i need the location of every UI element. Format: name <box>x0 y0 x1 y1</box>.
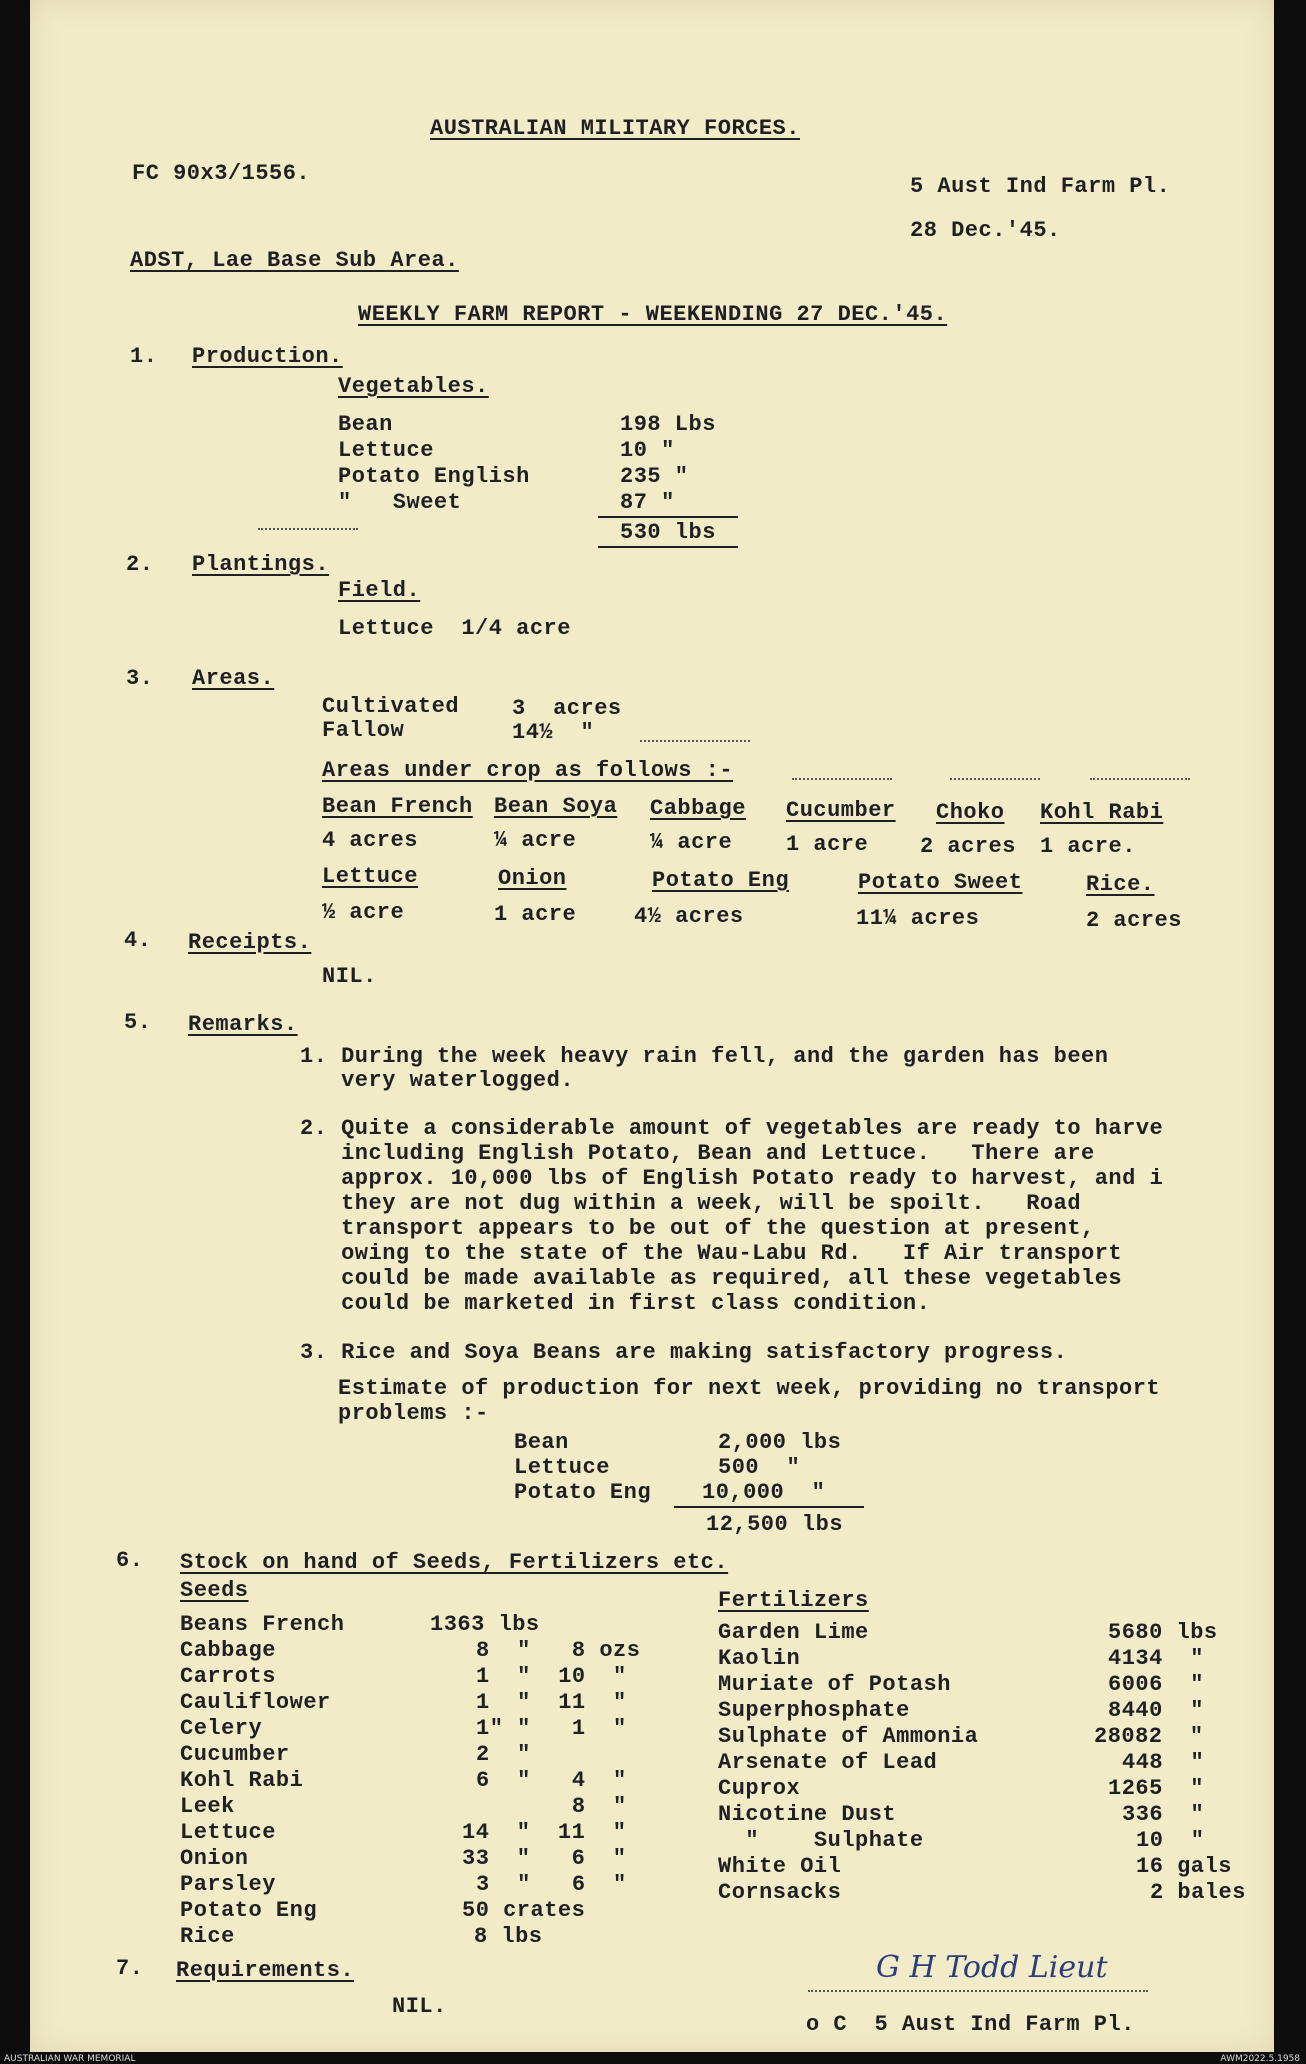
seed-qty: 8 " 8 ozs <box>476 1638 641 1663</box>
crop-area: 11¼ acres <box>856 906 980 931</box>
fertilizer-qty: 5680 lbs <box>1108 1620 1218 1645</box>
areas-heading: Areas. <box>192 666 275 691</box>
section-number: 3. <box>126 666 154 691</box>
crop-area: ¼ acre <box>650 830 733 855</box>
fertilizers-heading: Fertilizers <box>718 1588 869 1613</box>
fertilizer-qty: 10 " <box>1136 1828 1205 1853</box>
document-title: AUSTRALIAN MILITARY FORCES. <box>430 116 800 141</box>
fertilizer-qty: 16 gals <box>1136 1854 1232 1879</box>
crop-name: Onion <box>498 866 567 891</box>
production-item-name: " Sweet <box>338 490 462 515</box>
crop-area: ½ acre <box>322 900 405 925</box>
estimate-total: 12,500 lbs <box>706 1512 844 1537</box>
report-title: WEEKLY FARM REPORT - WEEKENDING 27 DEC.'45. <box>358 302 948 327</box>
fertilizer-name: Muriate of Potash <box>718 1672 951 1697</box>
fertilizer-qty: 28082 " <box>1094 1724 1204 1749</box>
crop-name: Cabbage <box>650 796 746 821</box>
estimate-item-qty: 500 " <box>718 1455 801 1480</box>
file-reference: FC 90x3/1556. <box>132 161 311 186</box>
production-heading: Production. <box>192 344 343 369</box>
document-date: 28 Dec.'45. <box>910 218 1061 243</box>
dotted-rule <box>792 778 892 780</box>
crop-name: Kohl Rabi <box>1040 800 1164 825</box>
crop-area: 1 acre. <box>1040 834 1136 859</box>
crop-area: 4½ acres <box>634 904 744 929</box>
crop-area: 2 acres <box>1086 908 1182 933</box>
fertilizer-qty: 448 " <box>1122 1750 1205 1775</box>
estimate-line: problems :- <box>338 1401 489 1426</box>
footer-archive-label: AUSTRALIAN WAR MEMORIAL <box>4 2054 136 2064</box>
dotted-rule <box>258 528 358 530</box>
seed-qty: 8 " <box>476 1794 627 1819</box>
estimate-item-name: Lettuce <box>514 1455 610 1480</box>
fertilizer-name: Cornsacks <box>718 1880 842 1905</box>
crop-area: 2 acres <box>920 834 1016 859</box>
remarks-heading: Remarks. <box>188 1012 298 1037</box>
seed-name: Kohl Rabi <box>180 1768 304 1793</box>
remark-line: owing to the state of the Wau-Labu Rd. If Air transport <box>300 1241 1123 1266</box>
receipts-heading: Receipts. <box>188 930 312 955</box>
crop-area: 1 acre <box>494 902 577 927</box>
seed-qty: 33 " 6 " <box>462 1846 627 1871</box>
signature-line <box>808 1990 1148 1992</box>
seed-name: Potato Eng <box>180 1898 318 1923</box>
estimate-line: Estimate of production for next week, providing no transport <box>338 1376 1161 1401</box>
total-rule <box>598 546 738 548</box>
plantings-heading: Plantings. <box>192 552 330 577</box>
estimate-item-qty: 2,000 lbs <box>718 1430 842 1455</box>
crop-name: Cucumber <box>786 798 896 823</box>
section-number: 1. <box>130 344 158 369</box>
estimate-item-name: Potato Eng <box>514 1480 652 1505</box>
seed-qty: 14 " 11 " <box>462 1820 627 1845</box>
crop-name: Bean Soya <box>494 794 618 819</box>
remark-line: 2. Quite a considerable amount of vegetables are ready to harve <box>300 1116 1164 1141</box>
production-item-qty: 87 " <box>620 490 675 515</box>
seed-name: Onion <box>180 1846 249 1871</box>
seed-qty: 50 crates <box>462 1898 586 1923</box>
addressee: ADST, Lae Base Sub Area. <box>130 248 459 273</box>
remark-line: could be marketed in first class condition. <box>300 1291 931 1316</box>
document-page <box>30 0 1274 2052</box>
seed-name: Carrots <box>180 1664 276 1689</box>
remark-line: very waterlogged. <box>300 1068 575 1093</box>
seed-name: Leek <box>180 1794 235 1819</box>
seed-name: Parsley <box>180 1872 276 1897</box>
estimate-item-qty: 10,000 " <box>702 1480 826 1505</box>
fertilizer-qty: 8440 " <box>1108 1698 1204 1723</box>
cultivated-value: 3 acres <box>512 696 622 721</box>
seed-qty: 1" " 1 " <box>476 1716 627 1741</box>
dotted-rule <box>1090 778 1190 780</box>
estimate-item-name: Bean <box>514 1430 569 1455</box>
dotted-rule <box>950 778 1040 780</box>
section-number: 7. <box>116 1956 144 1981</box>
section-number: 6. <box>116 1548 144 1573</box>
remark-line: 1. During the week heavy rain fell, and the garden has been <box>300 1044 1109 1069</box>
seed-name: Beans French <box>180 1612 345 1637</box>
footer-catalogue-id: AWM2022.5.1958 <box>1220 2054 1300 2064</box>
seed-qty: 2 " <box>476 1742 531 1767</box>
seed-qty: 1 " 10 " <box>476 1664 627 1689</box>
crop-name: Rice. <box>1086 872 1155 897</box>
seed-name: Lettuce <box>180 1820 276 1845</box>
fertilizer-name: Superphosphate <box>718 1698 910 1723</box>
section-number: 5. <box>124 1010 152 1035</box>
dotted-rule <box>640 740 750 742</box>
fertilizer-qty: 1265 " <box>1108 1776 1204 1801</box>
production-item-name: Bean <box>338 412 393 437</box>
crop-name: Lettuce <box>322 864 418 889</box>
vegetables-subheading: Vegetables. <box>338 374 489 399</box>
total-rule <box>598 516 738 518</box>
unit-name: 5 Aust Ind Farm Pl. <box>910 174 1171 199</box>
requirements-value: NIL. <box>392 1994 447 2019</box>
fertilizer-name: White Oil <box>718 1854 842 1879</box>
crop-name: Bean French <box>322 794 473 819</box>
crop-name: Potato Eng <box>652 868 790 893</box>
areas-under-crop: Areas under crop as follows :- <box>322 758 734 783</box>
seed-qty: 3 " 6 " <box>476 1872 627 1897</box>
fertilizer-qty: 2 bales <box>1150 1880 1246 1905</box>
crop-name: Potato Sweet <box>858 870 1023 895</box>
seed-name: Cauliflower <box>180 1690 331 1715</box>
crop-area: ¼ acre <box>494 828 577 853</box>
section-number: 2. <box>126 552 154 577</box>
seed-name: Cucumber <box>180 1742 290 1767</box>
cultivated-label: Cultivated <box>322 694 460 719</box>
production-item-name: Potato English <box>338 464 530 489</box>
crop-area: 4 acres <box>322 828 418 853</box>
remark-line: approx. 10,000 lbs of English Potato ready to harvest, and i <box>300 1166 1164 1191</box>
fertilizer-qty: 6006 " <box>1108 1672 1204 1697</box>
fertilizer-name: " Sulphate <box>718 1828 924 1853</box>
plantings-line: Lettuce 1/4 acre <box>338 616 571 641</box>
section-number: 4. <box>124 928 152 953</box>
fallow-label: Fallow <box>322 718 405 743</box>
seed-name: Cabbage <box>180 1638 276 1663</box>
requirements-heading: Requirements. <box>176 1958 355 1983</box>
production-item-qty: 198 Lbs <box>620 412 716 437</box>
crop-name: Choko <box>936 800 1005 825</box>
fertilizer-qty: 4134 " <box>1108 1646 1204 1671</box>
remark-line: they are not dug within a week, will be spoilt. Road <box>300 1191 1082 1216</box>
crop-area: 1 acre <box>786 832 869 857</box>
remark-line: could be made available as required, all these vegetables <box>300 1266 1123 1291</box>
fallow-value: 14½ " <box>512 720 595 745</box>
handwritten-signature: G H Todd Lieut <box>876 1950 1108 1985</box>
seed-qty: 1363 lbs <box>430 1612 540 1637</box>
remark-line: transport appears to be out of the question at present, <box>300 1216 1095 1241</box>
fertilizer-name: Kaolin <box>718 1646 801 1671</box>
seed-name: Celery <box>180 1716 263 1741</box>
seed-qty: 6 " 4 " <box>476 1768 627 1793</box>
signature-block: o C 5 Aust Ind Farm Pl. <box>806 2012 1135 2037</box>
receipts-value: NIL. <box>322 964 377 989</box>
fertilizer-name: Sulphate of Ammonia <box>718 1724 979 1749</box>
seed-qty: 8 lbs <box>474 1924 543 1949</box>
production-item-name: Lettuce <box>338 438 434 463</box>
fertilizer-name: Cuprox <box>718 1776 801 1801</box>
remark-line: 3. Rice and Soya Beans are making satisfactory progress. <box>300 1340 1068 1365</box>
fertilizer-name: Arsenate of Lead <box>718 1750 938 1775</box>
seed-name: Rice <box>180 1924 235 1949</box>
seed-qty: 1 " 11 " <box>476 1690 627 1715</box>
field-subheading: Field. <box>338 578 421 603</box>
fertilizer-qty: 336 " <box>1122 1802 1205 1827</box>
production-total: 530 lbs <box>620 520 716 545</box>
fertilizer-name: Nicotine Dust <box>718 1802 897 1827</box>
total-rule <box>674 1506 864 1508</box>
production-item-qty: 235 " <box>620 464 689 489</box>
stock-heading: Stock on hand of Seeds, Fertilizers etc. <box>180 1550 729 1575</box>
production-item-qty: 10 " <box>620 438 675 463</box>
fertilizer-name: Garden Lime <box>718 1620 869 1645</box>
remark-line: including English Potato, Bean and Lettuce. There are <box>300 1141 1095 1166</box>
seeds-heading: Seeds <box>180 1578 249 1603</box>
